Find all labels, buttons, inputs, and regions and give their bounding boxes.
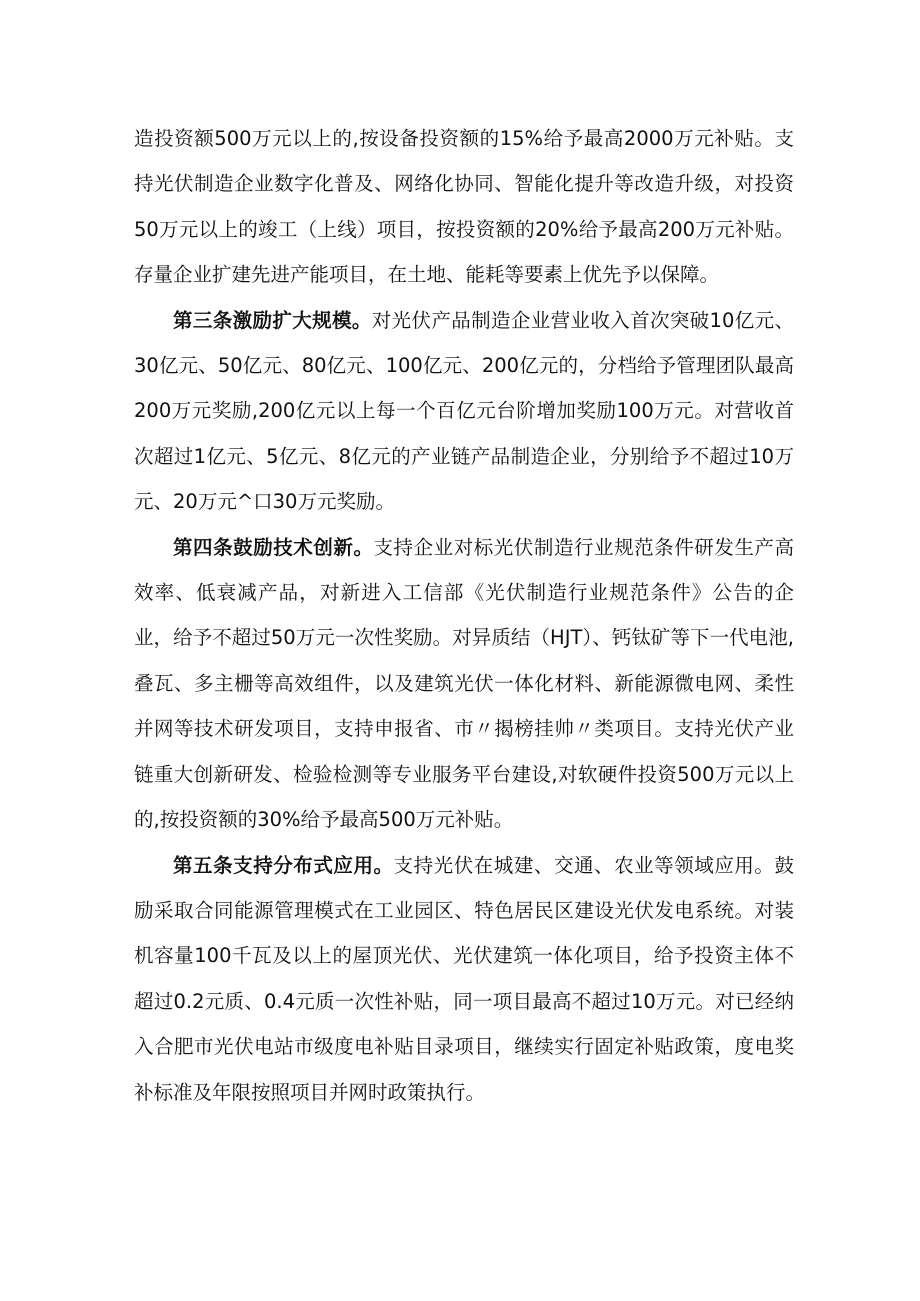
paragraph-text: 造投资额500万元以上的,按设备投资额的15%给予最高2000万元补贴。支持光伏制造企业数字化普及、网络化协同、智能化提升等改造升级，对投资50万元以上的竣工（上线）项目，按投资额的20%给予最高200万元补贴。存量企业扩建先进产能项目，在土地、能耗等要素上优先予以保障。 [134, 127, 794, 287]
article-3-text: 对光伏产品制造企业营业收入首次突破10亿元、30亿元、50亿元、80亿元、100亿元、200亿元的，分档给予管理团队最高200万元奖励,200亿元以上每一个百亿元台阶增加奖励100万元。对营收首次超过1亿元、5亿元、8亿元的产业链产品制造企业，分别给予不超过10万元、20万元^口30万元奖励。 [134, 308, 794, 514]
article-4-text: 支持企业对标光伏制造行业规范条件研发生产高效率、低衰减产品，对新进入工信部《光伏制造行业规范条件》公告的企业，给予不超过50万元一次性奖励。对异质结（HJT）、钙钛矿等下一代电池,叠瓦、多主栅等高效组件，以及建筑光伏一体化材料、新能源微电网、柔性并网等技术研发项目，支持申报省、市〃揭榜挂帅〃类项目。支持光伏产业链重大创新研发、检验检测等专业服务平台建设,对软硬件投资500万元以上的,按投资额的30%给予最高500万元补贴。 [134, 535, 794, 832]
article-4-heading: 第四条鼓励技术创新。 [173, 535, 374, 559]
article-3-heading: 第三条激励扩大规模。 [173, 308, 372, 332]
paragraph-article-3 [134, 298, 794, 525]
paragraph-article-5 [134, 843, 794, 1115]
article-5-text: 支持光伏在城建、交通、农业等领域应用。鼓励采取合同能源管理模式在工业园区、特色居民区建设光伏发电系统。对装机容量100千瓦及以上的屋顶光伏、光伏建筑一体化项目，给予投资主体不超过0.2元质、0.4元质一次性补贴，同一项目最高不超过10万元。对已经纳入合肥市光伏电站市级度电补贴目录项目，继续实行固定补贴政策，度电奖补标准及年限按照项目并网时政策执行。 [134, 853, 794, 1104]
article-5-heading: 第五条支持分布式应用。 [173, 853, 394, 877]
paragraph-continuation [134, 116, 794, 298]
paragraph-article-4 [134, 525, 794, 843]
document-body [134, 116, 794, 1115]
